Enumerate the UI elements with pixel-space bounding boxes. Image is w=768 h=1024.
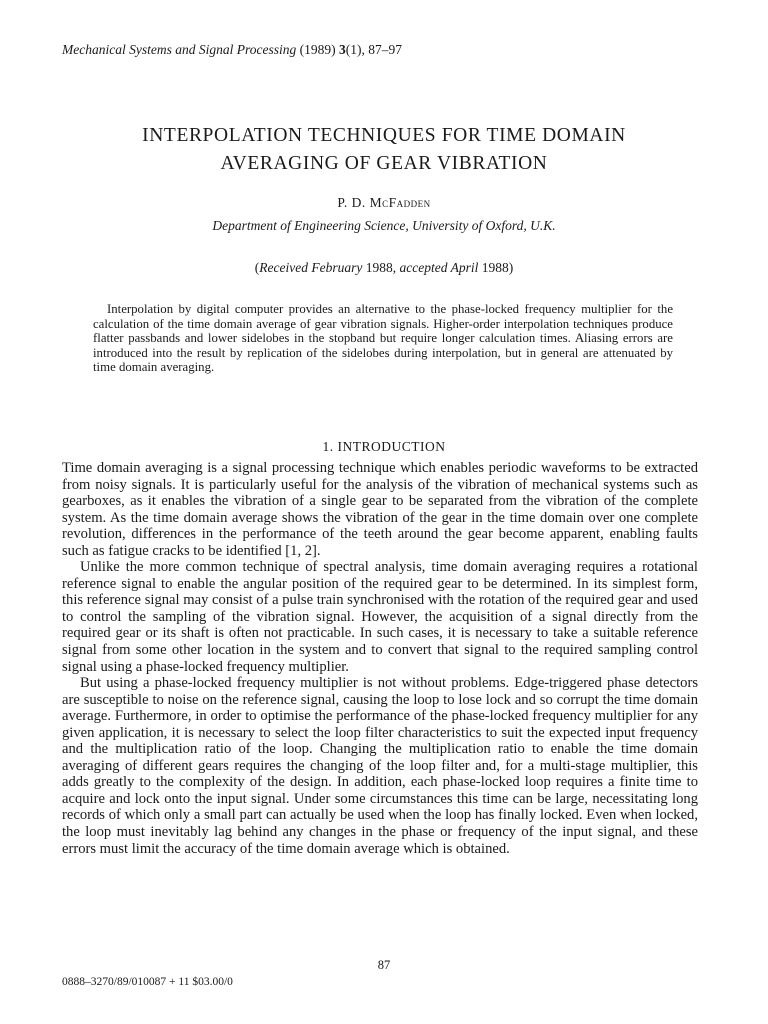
abstract: Interpolation by digital computer provides an alternative to the phase-locked frequency multiplier for the calculation of the time domain average of gear vibration signals. Higher-order interpolation techniques produce flatter passbands and lower sidelobes in the stopband but require longer calculation times. Aliasing errors are introduced into the result by replication of the sidelobes during interpolation, but in general are attenuated by time domain averaging. [93,302,673,374]
footer-code: 0888–3270/89/010087 + 11 $03.00/0 [62,976,233,988]
journal-name: Mechanical Systems and Signal Processing [62,42,297,57]
paper-title [0,122,768,178]
author-name [0,195,768,211]
body-text [62,460,698,857]
received-label: Received February [259,260,363,275]
author-surname: cFadden [382,195,431,210]
section-heading: 1. INTRODUCTION [322,439,446,454]
paragraph-3: But using a phase-locked frequency multiplier is not without problems. Edge-triggered phase detectors are susceptible to noise on the reference signal, causing the loop to lose lock and so corrupt the time domain average. Furthermore, in order to optimise the performance of the phase-locked frequency multiplier for any given application, it is necessary to select the loop filter characteristics to suit the expected input frequency and the multiplication ratio of the loop. Changing the multiplication ratio to enable the time domain averaging of different gears requires the changing of the loop filter and, for a multi-stage multiplier, this adds greatly to the complexity of the design. In addition, each phase-locked loop requires a finite time to acquire and lock onto the input signal. Under some circumstances this time can be large, necessitating long records of which only a small part can actually be used when the loop has finally locked. Even when locked, the loop must inevitably lag behind any changes in the phase or frequency of the input signal, and these errors must limit the accuracy of the time domain average which is obtained. [62,675,698,857]
received-open: ( [254,260,260,275]
title-line-1: INTERPOLATION TECHNIQUES FOR TIME DOMAIN [142,125,626,146]
paragraph-2: Unlike the more common technique of spectral analysis, time domain averaging requires a rotational reference signal to enable the angular position of the required gear to be determined. In its simplest form, this reference signal may consist of a pulse train synchronised with the rotation of the required gear and used to control the sampling of the vibration signal. However, the acquisition of a signal directly from the required gear or its shaft is often not practicable. In such cases, it is necessary to take a suitable reference signal from some other location in the system and to convert that signal to the required sampling control signal using a phase-locked frequency multiplier. [62,559,698,675]
accepted-label: accepted April [399,260,479,275]
accepted-year: 1988) [478,260,514,275]
paragraph-1: Time domain averaging is a signal processing technique which enables periodic waveforms to be extracted from noisy signals. It is particularly useful for the analysis of the vibration of mechanical systems such as gearboxes, as it enables the vibration of a single gear to be separated from the vibration of the complete system. As the time domain average shows the vibration of the gear in the time domain over one complete revolution, differences in the performance of the teeth around the gear become apparent, enabling faults such as fatigue cracks to be identified [1, 2]. [62,460,698,559]
received-year: 1988, [362,260,400,275]
journal-volume: 3 [338,42,346,57]
page-number: 87 [377,958,391,972]
journal-year: (1989) [299,42,336,57]
author-affiliation: Department of Engineering Science, University of Oxford, U.K. [212,218,556,233]
received-dates [0,260,768,276]
journal-citation [62,42,402,58]
journal-issue-pages: (1), 87–97 [345,42,402,57]
author-initials: P. D. M [337,195,383,210]
title-line-2: AVERAGING OF GEAR VIBRATION [220,153,548,174]
